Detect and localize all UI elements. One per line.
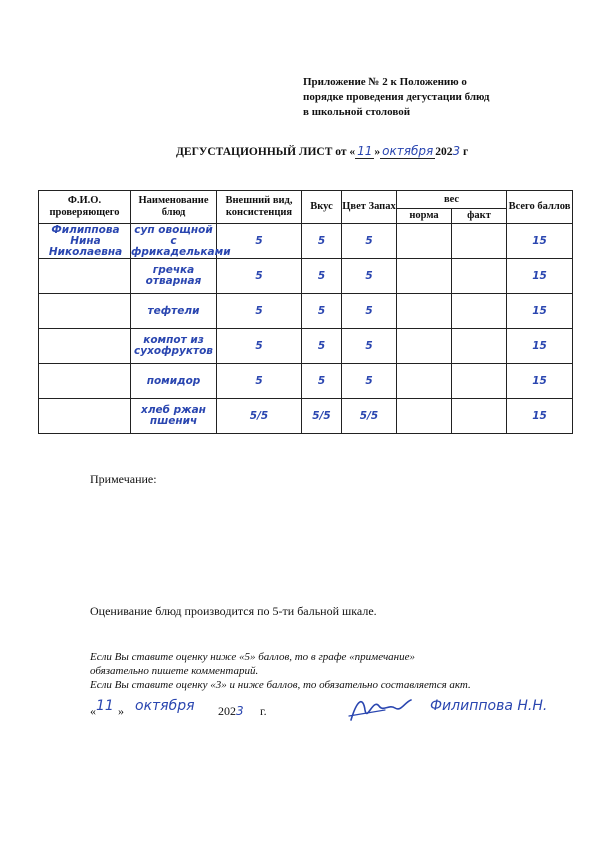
color-smell-score: 5 — [342, 259, 397, 294]
header-total: Всего баллов — [507, 191, 573, 224]
scale-text: Оценивание блюд производится по 5-ти бальной шкале. — [90, 604, 377, 618]
total-score: 15 — [507, 364, 573, 399]
weight-fact-cell — [452, 259, 507, 294]
signature-row — [90, 698, 560, 728]
date-close-quote: » — [118, 704, 124, 718]
title-mid: » — [374, 146, 381, 158]
color-smell-score: 5 — [342, 329, 397, 364]
header-weight-norm: норма — [397, 209, 452, 224]
total-score: 15 — [507, 399, 573, 434]
inspector-name-cell-empty — [39, 259, 131, 294]
weight-norm-cell — [397, 329, 452, 364]
header-fio: Ф.И.О. проверяющего — [39, 191, 131, 224]
rules-line-1: Если Вы ставите оценку ниже «5» баллов, то в графе «примечание» — [90, 651, 416, 663]
inspector-name-cell-empty — [39, 294, 131, 329]
taste-score: 5 — [302, 329, 342, 364]
signer-name-handwritten: Филиппова Н.Н. — [430, 698, 548, 714]
date-open-quote: « — [90, 704, 96, 718]
weight-fact-cell — [452, 294, 507, 329]
table-row — [39, 224, 573, 259]
weight-norm-cell — [397, 364, 452, 399]
title-year-prefix: 202 — [435, 146, 453, 158]
table-row — [39, 259, 573, 294]
color-smell-score: 5 — [342, 294, 397, 329]
appearance-score: 5 — [217, 224, 302, 259]
appendix-header — [303, 75, 538, 120]
dish-cell: тефтели — [131, 294, 217, 329]
date-day-handwritten: 11 — [96, 698, 114, 714]
header-taste: Вкус — [302, 191, 342, 224]
dish-cell: помидор — [131, 364, 217, 399]
table-row — [39, 399, 573, 434]
table-row — [39, 294, 573, 329]
appearance-score: 5 — [217, 294, 302, 329]
appendix-line-2: порядке проведения дегустации блюд — [303, 91, 490, 103]
taste-score: 5 — [302, 294, 342, 329]
table-header-row — [39, 191, 573, 209]
taste-score: 5 — [302, 224, 342, 259]
inspector-name-cell-empty — [39, 329, 131, 364]
tasting-table — [38, 190, 573, 434]
appearance-score: 5 — [217, 259, 302, 294]
rules-line-3: Если Вы ставите оценку «3» и ниже баллов, то обязательно составляется акт. — [90, 679, 471, 691]
rules-text — [90, 650, 471, 692]
dish-cell: хлеб ржан пшенич — [131, 399, 217, 434]
date-suffix: г. — [260, 704, 267, 718]
appearance-score: 5/5 — [217, 399, 302, 434]
appearance-score: 5 — [217, 329, 302, 364]
appendix-line-1: Приложение № 2 к Положению о — [303, 76, 467, 88]
date-year-digit-handwritten: 3 — [236, 704, 244, 718]
title-suffix: г — [460, 146, 469, 158]
document-title — [176, 144, 468, 158]
header-color-smell: Цвет Запах — [342, 191, 397, 224]
dish-cell: суп овощной с фрикадельками — [131, 223, 231, 258]
color-smell-score: 5 — [342, 224, 397, 259]
weight-norm-cell — [397, 294, 452, 329]
weight-fact-cell — [452, 329, 507, 364]
header-dish: Наименование блюд — [131, 191, 217, 224]
inspector-name-cell-empty — [39, 399, 131, 434]
taste-score: 5 — [302, 259, 342, 294]
weight-fact-cell — [452, 224, 507, 259]
total-score: 15 — [507, 259, 573, 294]
title-prefix: ДЕГУСТАЦИОННЫЙ ЛИСТ от « — [176, 146, 356, 158]
table-row — [39, 364, 573, 399]
header-weight-fact: факт — [452, 209, 507, 224]
taste-score: 5/5 — [302, 399, 342, 434]
title-year-digit-handwritten: 3 — [452, 144, 461, 158]
total-score: 15 — [507, 294, 573, 329]
total-score: 15 — [507, 224, 573, 259]
inspector-name-cell-empty — [39, 364, 131, 399]
color-smell-score: 5 — [342, 364, 397, 399]
table-row — [39, 329, 573, 364]
total-score: 15 — [507, 329, 573, 364]
date-year-prefix: 202 — [218, 704, 236, 718]
weight-fact-cell — [452, 364, 507, 399]
color-smell-score: 5/5 — [342, 399, 397, 434]
dish-cell: гречка отварная — [131, 259, 217, 294]
date-year — [218, 704, 244, 719]
inspector-name-cell: Филиппова Нина Николаевна — [39, 224, 131, 259]
title-month-handwritten: октября — [382, 144, 434, 158]
weight-norm-cell — [397, 259, 452, 294]
taste-score: 5 — [302, 364, 342, 399]
weight-norm-cell — [397, 224, 452, 259]
appendix-line-3: в школьной столовой — [303, 106, 411, 118]
dish-cell: компот из сухофруктов — [131, 329, 217, 364]
note-label: Примечание: — [90, 472, 157, 486]
signature-mark — [345, 692, 415, 728]
date-month-handwritten: октября — [135, 698, 195, 714]
header-appearance: Внешний вид, консистенция — [217, 191, 302, 224]
weight-norm-cell — [397, 399, 452, 434]
weight-fact-cell — [452, 399, 507, 434]
header-weight: вес — [397, 191, 507, 209]
rules-line-2: обязательно пишете комментарий. — [90, 665, 259, 677]
appearance-score: 5 — [217, 364, 302, 399]
title-day-handwritten: 11 — [357, 144, 373, 158]
